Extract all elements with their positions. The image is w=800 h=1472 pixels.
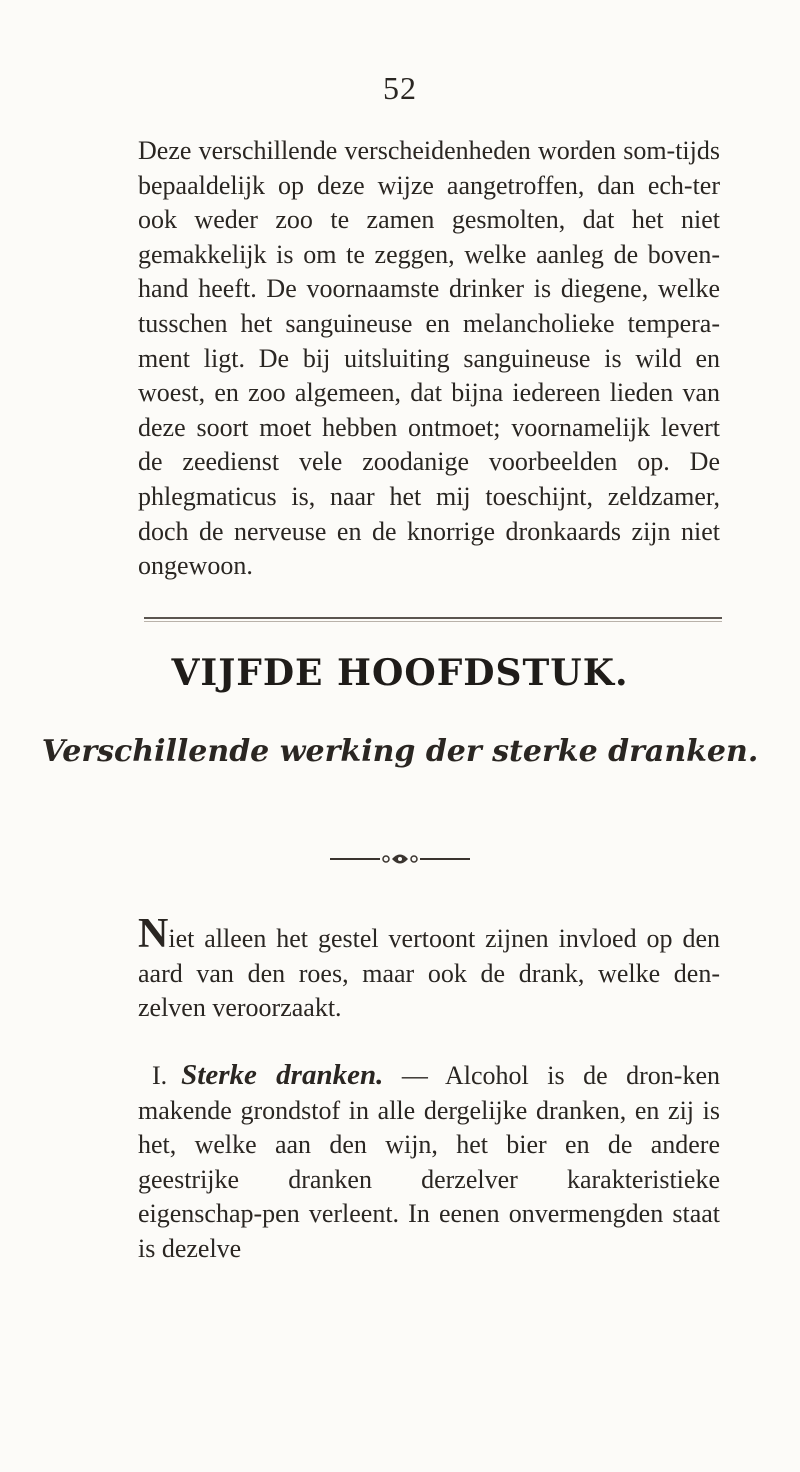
section-numeral: I. (152, 1061, 168, 1090)
paragraph-3 (138, 1058, 720, 1267)
chapter-title: VIJFDE HOOFDSTUK. (171, 652, 629, 694)
section-divider (144, 617, 722, 622)
paragraph-2 (138, 911, 720, 1026)
paragraph-2-text: iet alleen het gestel vertoont zijnen invloed op den aard van den roes, maar ook de drank, welke den-zelven veroorzaakt. (138, 924, 720, 1023)
section-heading: Sterke dranken. (181, 1059, 384, 1091)
paragraph-3-text: — Alcohol is de dron-ken makende grondstof in alle dergelijke dranken, en zij is het, welke aan den wijn, het bier en de andere geestrijke dranken derzelver karakteristieke eigenschap-pen verleent. In eenen onvermengden staat is dezelve (138, 1061, 720, 1263)
paragraph-1 (138, 134, 720, 584)
page-number: 52 (383, 70, 417, 106)
ornament-divider-icon (328, 848, 472, 870)
drop-initial: N (138, 911, 169, 957)
paragraph-1-text: Deze verschillende verscheidenheden worden som-tijds bepaaldelijk op deze wijze aangetroffen, dan ech-ter ook weder zoo te zamen gesmolten, dat het niet gemakkelijk is om te zeggen, welke aanleg de boven-hand heeft. De voornaamste drinker is diegene, welke tusschen het sanguineuse en melancholieke tempera-ment ligt. De bij uitsluiting sanguineuse is wild en woest, en zoo algemeen, dat bijna iedereen lieden van deze soort moet hebben ontmoet; voornamelijk levert de zeedienst vele zoodanige voorbeelden op. De phlegmaticus is, naar het mij toeschijnt, zeldzamer, doch de nerveuse en de knorrige dronkaards zijn niet ongewoon. (138, 136, 720, 581)
chapter-subtitle: Verschillende werking der sterke dranken. (41, 734, 759, 769)
